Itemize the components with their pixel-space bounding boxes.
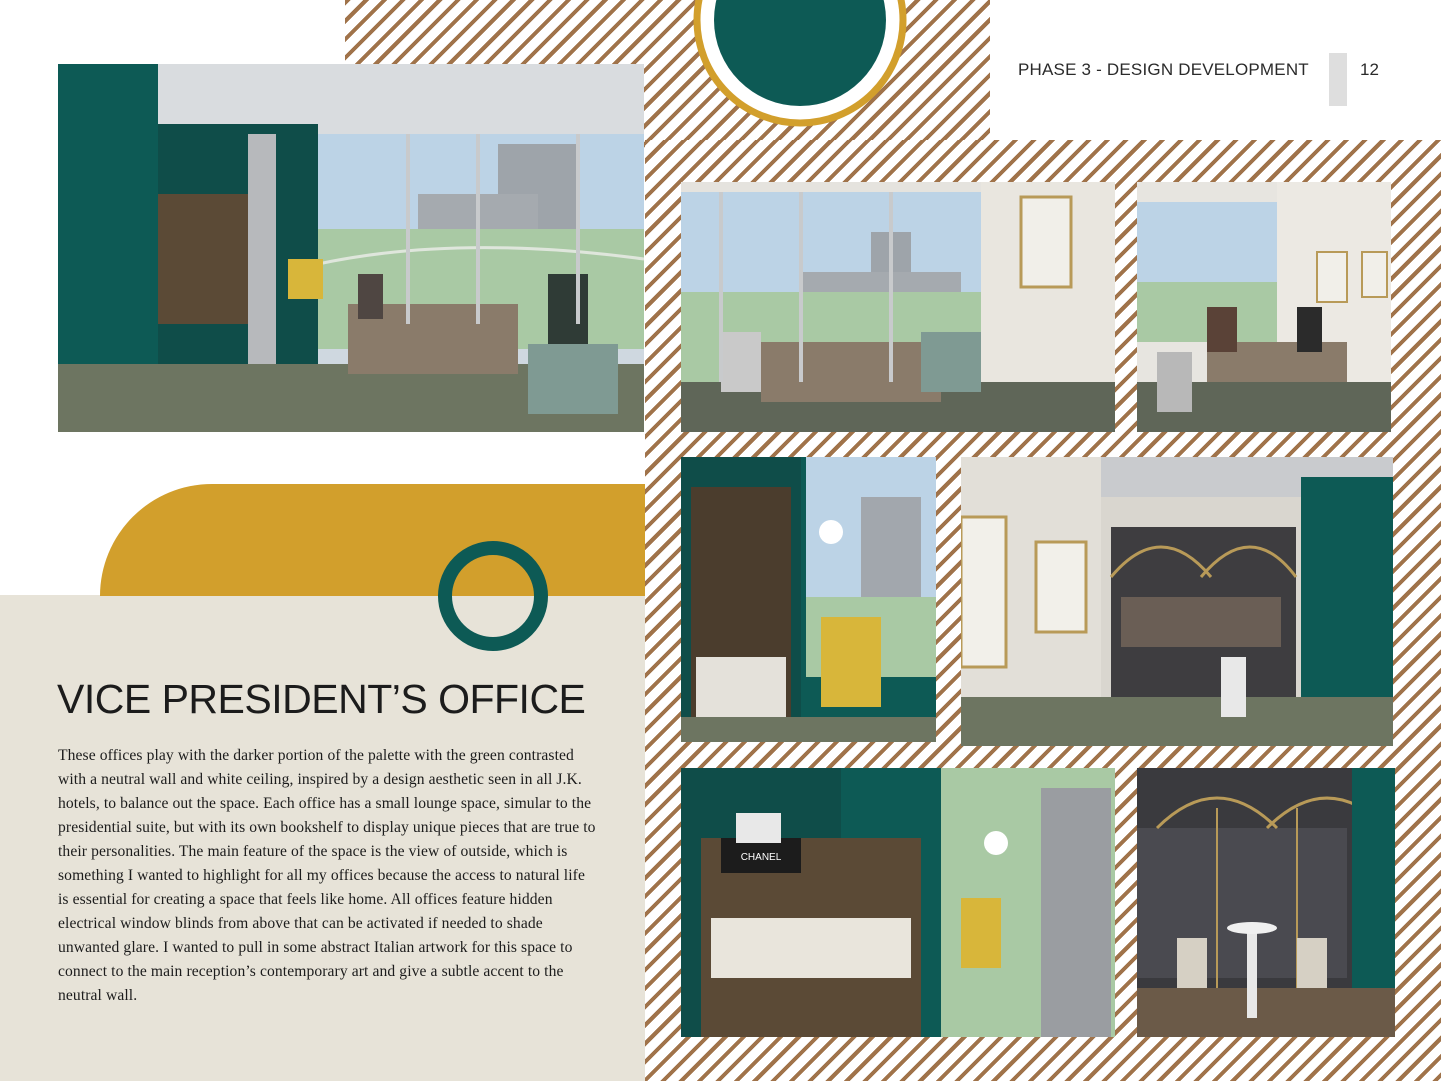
rendering-office-desk-view: [681, 182, 1115, 432]
phase-title: PHASE 3 - DESIGN DEVELOPMENT: [1018, 60, 1309, 79]
rendering-office-entry: [961, 457, 1393, 746]
rendering-main-office: [58, 64, 644, 432]
book-spine-label: CHANEL: [740, 852, 782, 863]
rendering-bookshelf-closeup: [681, 768, 1115, 1037]
rendering-glass-partition: [1137, 768, 1395, 1037]
header-divider: [1329, 53, 1347, 106]
rendering-office-meeting: [1137, 182, 1391, 432]
rendering-lounge-chair: [681, 457, 936, 742]
mustard-arch-decoration: [100, 484, 645, 596]
section-description: These offices play with the darker portion of the palette with the green contrasted with a neutral wall and white ceiling, inspired by a design aesthetic seen in all J.K. hotels, to balance out the space. Each office has a small lounge space, simular to the presidential suite, but with its own bookshelf to display unique pieces that are true to their personalities. The main feature of the space is the view of outside, which is something I wanted to highlight for all my offices because the access to natural life is essential for creating a space that feels like home. All offices feature hidden electrical window blinds from above that can be activated if needed to shade unwanted glare. I wanted to pull in some abstract Italian artwork for this space to connect to the main reception’s contemporary art and give a subtle accent to the neutral wall.: [58, 747, 596, 1004]
section-title: VICE PRESIDENT’S OFFICE: [57, 676, 586, 722]
page-number: 12: [1360, 60, 1379, 79]
green-ring-decoration: [438, 541, 548, 651]
